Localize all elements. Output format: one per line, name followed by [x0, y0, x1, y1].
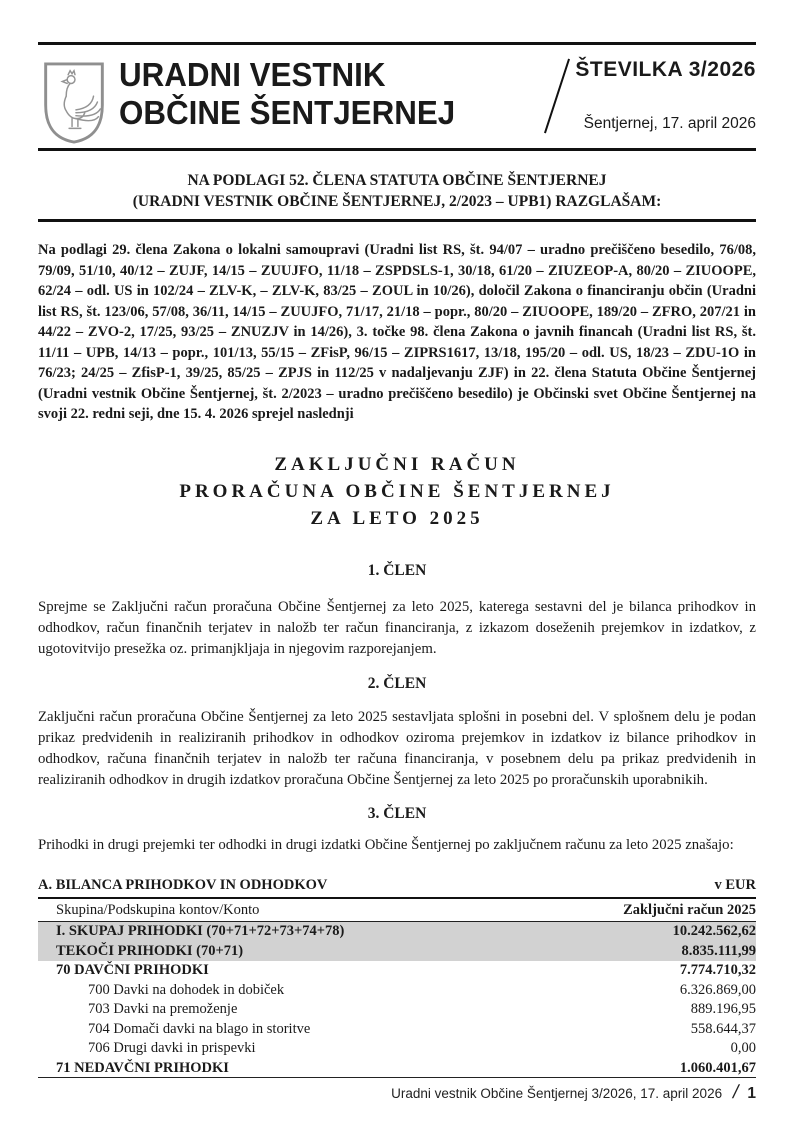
row-value: 889.196,95	[690, 1001, 756, 1018]
row-value: 0,00	[730, 1040, 756, 1057]
legal-preamble: Na podlagi 29. člena Zakona o lokalni samoupravi (Uradni list RS, št. 94/07 – uradno prečiščeno besedilo, 76/08, 79/09, 51/10, 40/12 – ZUJF, 14/15 – ZUUJFO, 11/18 – ZSPDSLS-1, 30/18, 61/20 – ZIUZEOP-A, 80/20 – ZIUOOPE, 62/24 – odl. US in 102/24 – ZLV-K, – ZLV-K, 83/25 – ZOUL in 10/26), določil Zakona o financiranju občin (Uradni list RS, št. 123/06, 57/08, 36/11, 14/15 – ZUUJFO, 71/17, 21/18 – popr., 80/20 – ZIUOOPE, 189/20 – ZFRO, 207/21 in 44/22 – ZVO-2, 17/25, 93/25 – ZNUZJV in 14/26), 3. točke 98. člena Zakona o javnih financah (Uradni list RS, št. 11/11 – UPB, 14/13 – popr., 101/13, 55/15 – ZFisP, 96/15 – ZIPRS1617, 13/18, 195/20 – odl. US, 18/23 – ZDU-1O in 76/23; 24/25 – ZfisP-1, 39/25, 85/25 – ZPJS in 112/25 v nadaljevanju ZJF) in 22. člena Statuta Občine Šentjernej (Uradni vestnik Občine Šentjernej, št. 2/2023 – uradno prečiščeno besedilo) je Občinski svet Občine Šentjernej na svoji 22. redni seji, dne 15. 4. 2026 sprejel naslednji	[38, 242, 756, 422]
gazette-title	[119, 56, 455, 132]
row-label: 706 Drugi davki in prispevki	[88, 1040, 256, 1057]
table-row	[38, 1059, 756, 1079]
rooster-crest-icon	[42, 61, 106, 145]
page-number: 1	[747, 1085, 756, 1102]
header-rule	[38, 148, 756, 151]
document-title-line3: ZA LETO 2025	[310, 508, 484, 529]
table-row	[38, 1039, 756, 1059]
table-row	[38, 1020, 756, 1040]
row-value: 10.242.562,62	[672, 923, 756, 940]
proclamation-line1: NA PODLAGI 52. ČLENA STATUTA OBČINE ŠENTJERNEJ	[187, 172, 607, 189]
issue-number: ŠTEVILKA 3/2026	[575, 58, 756, 81]
row-label: 704 Domači davki na blago in storitve	[88, 1020, 311, 1037]
row-label: 700 Davki na dohodek in dobiček	[88, 981, 285, 998]
dateline: Šentjernej, 17. april 2026	[583, 115, 756, 132]
proclamation-line2: (URADNI VESTNIK OBČINE ŠENTJERNEJ, 2/2023 – UPB1) RAZGLAŠAM:	[132, 193, 662, 210]
table-currency-note: v EUR	[714, 877, 756, 893]
coat-of-arms	[42, 61, 106, 150]
table-col1-header: Skupina/Podskupina kontov/Konto	[56, 901, 260, 918]
budget-balance-table	[38, 874, 756, 1078]
top-rule	[38, 42, 756, 45]
row-label: I. SKUPAJ PRIHODKI (70+71+72+73+74+78)	[56, 923, 345, 940]
footer-rule	[38, 1077, 756, 1078]
row-label: 71 NEDAVČNI PRIHODKI	[56, 1059, 229, 1076]
table-section-title: A. BILANCA PRIHODKOV IN ODHODKOV	[38, 877, 328, 893]
article-1-heading: 1. ČLEN	[367, 562, 427, 579]
table-row	[38, 961, 756, 981]
row-label: TEKOČI PRIHODKI (70+71)	[56, 942, 244, 959]
document-title-line1: ZAKLJUČNI RAČUN	[274, 454, 520, 475]
article-3-heading: 3. ČLEN	[367, 805, 427, 822]
page-footer	[391, 1082, 756, 1104]
row-value: 1.060.401,67	[679, 1059, 756, 1076]
article-2-body: Zaključni račun proračuna Občine Šentjernej za leto 2025 sestavljata splošni in posebni del. V splošnem delu je podan prikaz predvidenih in realiziranih prihodkov in odhodkov oziroma prejemkov in izdatkov iz bilance prihodkov in odhodkov, računa finančnih terjatev in naložb ter računa financiranja, v posebnem delu pa prikaz predvidenih in realiziranih odhodkov in drugih izdatkov proračuna Občine Šentjernej za leto 2025 po proračunskih uporabnikih.	[38, 709, 756, 788]
table-column-header	[38, 899, 756, 922]
article-1-body: Sprejme se Zaključni račun proračuna Občine Šentjernej za leto 2025, katerega sestavni del je bilanca prihodkov in odhodkov, račun finančnih terjatev in naložb ter račun financiranja, z izkazom doseženih prejemkov in izdatkov, z ugotovitvijo presežka oz. primanjkljaja in njegovim razporejanjem.	[38, 599, 756, 657]
table-row	[38, 981, 756, 1001]
document-title	[38, 451, 756, 532]
row-value: 7.774.710,32	[679, 962, 756, 979]
footer-text: Uradni vestnik Občine Šentjernej 3/2026, 17. april 2026	[391, 1086, 723, 1101]
table-col2-header: Zaključni račun 2025	[623, 901, 756, 918]
row-label: 70 DAVČNI PRIHODKI	[56, 962, 209, 979]
row-value: 558.644,37	[690, 1020, 756, 1037]
row-value: 6.326.869,00	[679, 981, 756, 998]
document-title-line2: PRORAČUNA OBČINE ŠENTJERNEJ	[179, 481, 615, 502]
table-section-header	[38, 874, 756, 899]
separator-rule	[38, 219, 756, 222]
article-3-body: Prihodki in drugi prejemki ter odhodki in drugi izdatki Občine Šentjernej po zaključnem računu za leto 2025 znašajo:	[38, 837, 734, 853]
article-2-heading: 2. ČLEN	[367, 675, 427, 692]
row-label: 703 Davki na premoženje	[88, 1001, 238, 1018]
table-row	[38, 922, 756, 942]
table-row	[38, 942, 756, 962]
table-body	[38, 922, 756, 1078]
proclamation	[38, 170, 756, 212]
header-slash-divider	[544, 59, 570, 134]
table-row	[38, 1000, 756, 1020]
gazette-title-line1: URADNI VESTNIK	[119, 56, 386, 93]
gazette-title-line2: OBČINE ŠENTJERNEJ	[119, 94, 456, 131]
row-value: 8.835.111,99	[681, 942, 756, 959]
footer-slash-divider: /	[730, 1082, 741, 1103]
